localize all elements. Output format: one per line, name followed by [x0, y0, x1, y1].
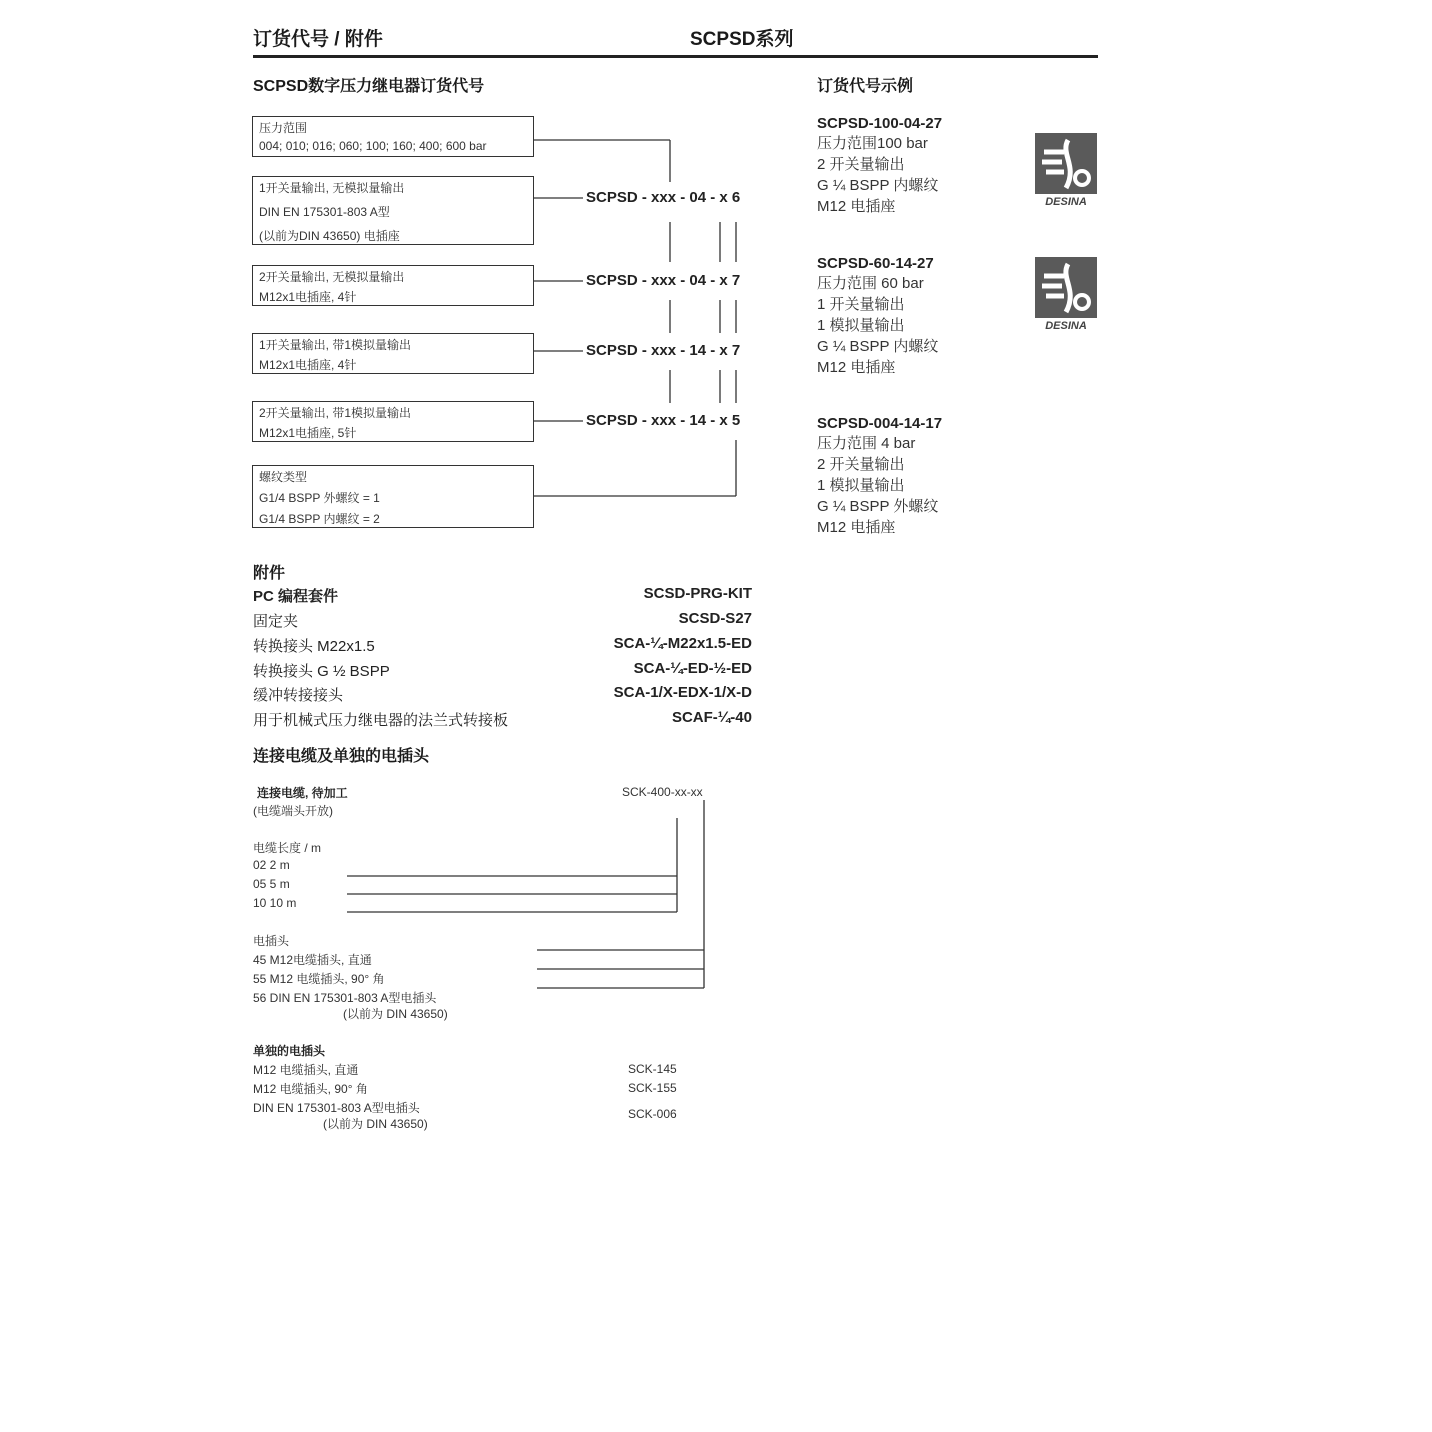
accessory-code: SCSD-PRG-KIT: [643, 585, 752, 602]
single-plug-code: SCK-145: [628, 1062, 677, 1076]
option-box-1: [252, 176, 534, 245]
pressure-range-box: [252, 116, 534, 157]
box-line: G1/4 BSPP 外螺纹 = 1: [259, 491, 380, 505]
accessory-label: 固定夹: [253, 613, 299, 630]
cable-subtitle: (电缆端头开放): [253, 804, 333, 818]
plug-title: 电插头: [253, 934, 290, 948]
box-line: 004; 010; 016; 060; 100; 160; 400; 600 bar: [259, 139, 487, 153]
example-title: SCPSD-100-04-27: [817, 115, 943, 132]
example-line: 1 模拟量输出: [817, 477, 905, 494]
example-line: 压力范围 60 bar: [817, 275, 924, 292]
single-plug-code: SCK-155: [628, 1081, 677, 1095]
examples-section-title: 订货代号示例: [817, 78, 914, 95]
example-line: 压力范围100 bar: [817, 135, 928, 152]
example-line: 1 开关量输出: [817, 296, 905, 313]
example-line: 1 模拟量输出: [817, 317, 905, 334]
order-code-1: SCPSD - xxx - 04 - x 6: [586, 189, 741, 206]
example-line: G ¼ BSPP 内螺纹: [817, 177, 939, 194]
plug-option-note: (以前为 DIN 43650): [343, 1007, 448, 1021]
example-line: M12 电插座: [817, 198, 896, 215]
accessory-label: 缓冲转接接头: [253, 687, 344, 704]
desina-logo: [1034, 132, 1098, 208]
cable-title: 连接电缆, 待加工: [257, 786, 348, 800]
option-box-3: [252, 333, 534, 374]
accessory-label: 用于机械式压力继电器的法兰式转接板: [253, 712, 509, 729]
box-line: M12x1电插座, 5针: [259, 426, 357, 440]
accessory-label: 转换接头 G ½ BSPP: [253, 663, 390, 680]
order-code-3: SCPSD - xxx - 14 - x 7: [586, 342, 741, 359]
single-plug-label: DIN EN 175301-803 A型电插头: [253, 1101, 420, 1115]
single-plug-label: M12 电缆插头, 90° 角: [253, 1082, 368, 1096]
accessory-label: PC 编程套件: [253, 588, 339, 605]
single-plugs-title: 单独的电插头: [253, 1044, 326, 1058]
accessory-code: SCAF-¼-40: [671, 709, 752, 726]
logo-text: DESINA: [1045, 320, 1087, 332]
example-line: 压力范围 4 bar: [817, 435, 916, 452]
cables-section-title: 连接电缆及单独的电插头: [253, 748, 430, 765]
length-option: 05 5 m: [253, 877, 290, 891]
length-option: 10 10 m: [253, 896, 297, 910]
single-plug-code: SCK-006: [628, 1107, 677, 1121]
box-line: (以前为DIN 43650) 电插座: [259, 229, 400, 243]
length-option: 02 2 m: [253, 858, 290, 872]
accessory-code: SCA-1/X-EDX-1/X-D: [613, 684, 752, 701]
box-line: 1开关量输出, 带1模拟量输出: [259, 338, 412, 352]
accessories-title: 附件: [253, 565, 286, 582]
single-plug-label: M12 电缆插头, 直通: [253, 1063, 359, 1077]
accessory-label: 转换接头 M22x1.5: [253, 638, 375, 655]
order-code-2: SCPSD - xxx - 04 - x 7: [586, 272, 741, 289]
desina-logo: [1034, 256, 1098, 332]
example-title: SCPSD-004-14-17: [817, 415, 943, 432]
box-line: 2开关量输出, 带1模拟量输出: [259, 406, 412, 420]
example-line: G ¼ BSPP 内螺纹: [817, 338, 939, 355]
option-box-4: [252, 401, 534, 442]
box-line: 螺纹类型: [259, 470, 308, 484]
example-3: [817, 415, 942, 537]
ordering-section-title: SCPSD数字压力继电器订货代号: [253, 78, 485, 95]
page-title: 订货代号 / 附件: [253, 29, 383, 50]
example-line: G ¼ BSPP 外螺纹: [817, 498, 939, 515]
plug-option: 45 M12电缆插头, 直通: [253, 953, 372, 967]
box-line: 2开关量输出, 无模拟量输出: [259, 270, 405, 284]
box-line: DIN EN 175301-803 A型: [259, 205, 390, 219]
example-2: [817, 255, 938, 377]
logo-text: DESINA: [1045, 196, 1087, 208]
box-line: G1/4 BSPP 内螺纹 = 2: [259, 512, 380, 526]
example-1: [817, 115, 942, 216]
order-code-4: SCPSD - xxx - 14 - x 5: [586, 412, 741, 429]
option-box-2: [252, 265, 534, 306]
single-plug-label-note: (以前为 DIN 43650): [323, 1117, 428, 1131]
plug-option: 55 M12 电缆插头, 90° 角: [253, 972, 385, 986]
example-line: M12 电插座: [817, 359, 896, 376]
accessory-code: SCA-¼-M22x1.5-ED: [613, 635, 752, 652]
box-line: 压力范围: [259, 121, 308, 135]
box-line: 1开关量输出, 无模拟量输出: [259, 181, 405, 195]
plug-option: 56 DIN EN 175301-803 A型电插头: [253, 991, 437, 1005]
example-title: SCPSD-60-14-27: [817, 255, 934, 272]
length-title: 电缆长度 / m: [253, 841, 321, 855]
box-line: M12x1电插座, 4针: [259, 358, 357, 372]
example-line: 2 开关量输出: [817, 456, 905, 473]
accessory-code: SCA-¼-ED-½-ED: [633, 660, 752, 677]
thread-type-box: [252, 465, 534, 528]
example-line: M12 电插座: [817, 519, 896, 536]
cable-code: SCK-400-xx-xx: [622, 785, 703, 799]
box-line: M12x1电插座, 4针: [259, 290, 357, 304]
example-line: 2 开关量输出: [817, 156, 905, 173]
series-title: SCPSD系列: [690, 29, 794, 50]
accessory-code: SCSD-S27: [678, 610, 752, 627]
